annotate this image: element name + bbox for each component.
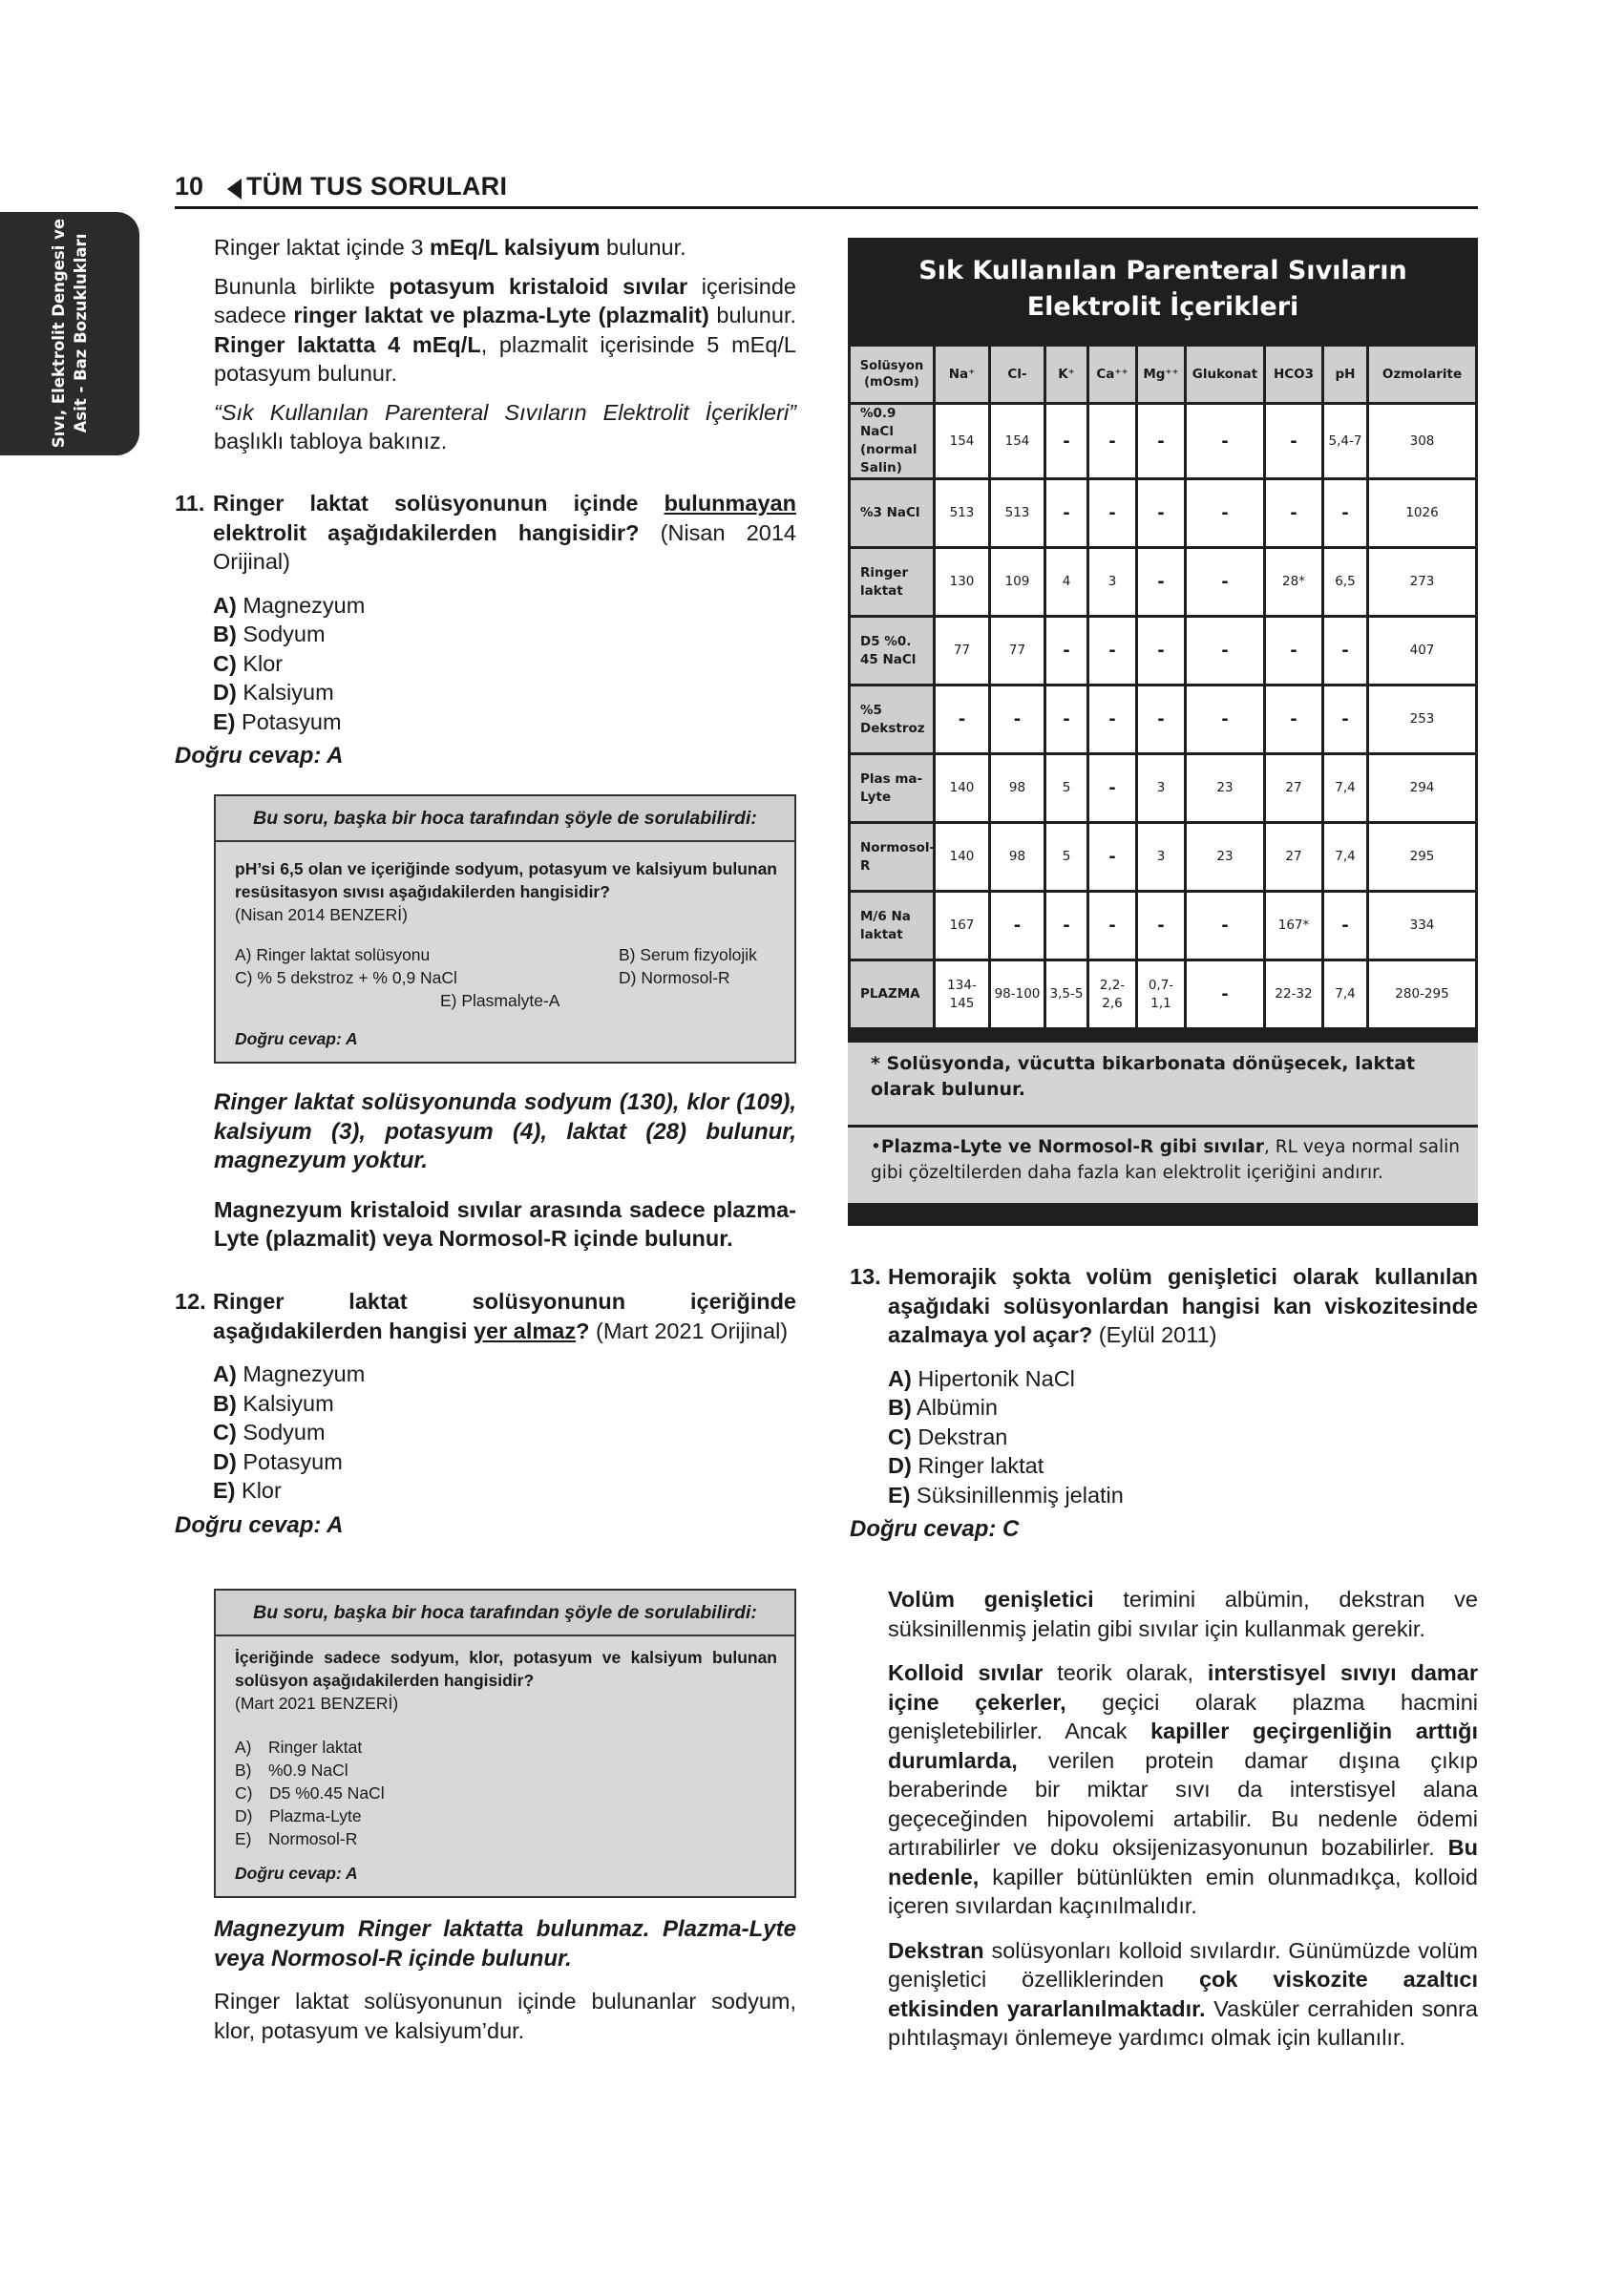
table-cell: - [1324, 893, 1366, 959]
table-cell: 134-145 [936, 961, 988, 1027]
explanation-11: Ringer laktat solüsyonunda sodyum (130), klor (109), kalsiyum (3), potasyum (4), laktat (28) bulunur, magnezyum yoktur. Magnezyum kristaloid sıvılar arasında sadece plazma-Lyte (plazmalit) veya Normosol-R içinde bulunur. [214, 1089, 796, 1251]
table-cell: 3,5-5 [1046, 961, 1086, 1027]
options-12 [213, 1360, 796, 1506]
table-cell: 77 [991, 618, 1044, 684]
table-cell: 98-100 [991, 961, 1044, 1027]
table-cell: - [1138, 686, 1184, 752]
option[interactable]: A) Hipertonik NaCl [888, 1365, 1075, 1391]
table-row [851, 686, 1475, 752]
table-cell: 27 [1266, 755, 1321, 821]
table-cell: 98 [991, 824, 1044, 890]
column-header: Mg⁺⁺ [1138, 347, 1184, 402]
column-header: Glukonat [1187, 347, 1263, 402]
table-cell: 7,4 [1324, 961, 1366, 1027]
table-row [851, 961, 1475, 1027]
book-title: TÜM TUS SORULARI [246, 172, 508, 200]
header-rule [175, 206, 1478, 209]
table-cell: 22-32 [1266, 961, 1321, 1027]
table-cell: 167* [1266, 893, 1321, 959]
chapter-side-tab-text: Sıvı, Elektrolit Dengesi ve Asit - Baz Bozuklukları [50, 218, 90, 449]
table-cell: 3 [1138, 755, 1184, 821]
options-11 [213, 591, 796, 737]
chapter-side-tab [0, 212, 139, 455]
page-number: 10 [175, 172, 204, 200]
table-cell: 308 [1369, 405, 1475, 477]
option[interactable]: B) Kalsiyum [213, 1390, 334, 1416]
table-cell: - [1266, 618, 1321, 684]
table-cell: 109 [991, 549, 1044, 615]
solution-name-cell: %0.9 NaCl (normal Salin) [851, 405, 933, 477]
table-cell: 23 [1187, 755, 1263, 821]
electrolyte-table [848, 344, 1478, 1030]
table-cell: 295 [1369, 824, 1475, 890]
explanation-13: Volüm genişletici terimini albümin, dekstran ve süksinillenmiş jelatin gibi sıvılar için kullanmak gerekir. Kolloid sıvılar teorik olarak, interstisyel sıvıyı damar içine çekerler, geçici olarak plazma hacmini genişletebilirler. Ancak kapiller geçirgenliğin arttığı durumlarda, verilen protein damar dışına çıkıp beraberinde bir miktar sıvı da interstisyel alana geçeceğinden hipovolemi artabilir. Bu nedenle ödemi artırabilirler ve doku oksijenizasyonunun bozabilirler. Bu nedenle, kapiller bütünlükten emin olunmadıkça, kolloid içeren sıvılardan kaçınılmalıdır. Dekstran solüsyonları kolloid sıvılardır. Günümüzde volüm genişletici özelliklerinden çok viskozite azaltıcı etkisinden yararlanılmaktadır. Vasküler cerrahiden sonra pıhtılaşmayı önlemeye yardımcı olmak için kullanılır. [888, 1587, 1479, 2050]
table-cell: - [1089, 480, 1135, 546]
left-triangle-icon [227, 179, 242, 200]
question-12: 12. Ringer laktat solüsyonunun içeriğinde aşağıdakilerden hangisi yer almaz? (Mart 2021 Orijinal) A) Magnezyum B) Kalsiyum C) Sodyum D) Potasyum E) Klor Doğru cevap: A [175, 1287, 796, 1540]
solution-name-cell: D5 %0. 45 NaCl [851, 618, 933, 684]
solution-name-cell: Normosol-R [851, 824, 933, 890]
table-cell: - [1138, 480, 1184, 546]
table-cell: - [991, 893, 1044, 959]
option[interactable]: D) Kalsiyum [213, 680, 334, 705]
table-note: •Plazma-Lyte ve Normosol-R gibi sıvılar, RL veya normal salin gibi çözeltilerden daha fazla kan elektrolit içeriğini andırır. [871, 1137, 1461, 1183]
question-13: 13. Hemorajik şokta volüm genişletici olarak kullanılan aşağıdaki solüsyonlardan hangisi kan viskozitesinde azalmaya yol açar? (Eylül 2011) A) Hipertonik NaCl B) Albümin C) Dekstran D) Ringer laktat E) Süksinillenmiş jelatin Doğru cevap: C [850, 1262, 1478, 1545]
column-header: Na⁺ [936, 347, 988, 402]
table-cell: - [1089, 755, 1135, 821]
explanation-12: Magnezyum Ringer laktatta bulunmaz. Plazma-Lyte veya Normosol-R içinde bulunur. Ringer laktat solüsyonunun içinde bulunanlar sodyum, klor, potasyum ve kalsiyum’dur. [214, 1916, 796, 2043]
table-cell: 3 [1138, 824, 1184, 890]
table-cell: 98 [991, 755, 1044, 821]
solution-name-cell: PLAZMA [851, 961, 933, 1027]
table-cell: - [1138, 405, 1184, 477]
table-cell: 4 [1046, 549, 1086, 615]
option[interactable]: D) Potasyum [213, 1448, 343, 1474]
table-cell: 280-295 [1369, 961, 1475, 1027]
table-row [851, 480, 1475, 546]
table-cell: - [1089, 405, 1135, 477]
table-cell: 513 [936, 480, 988, 546]
solution-name-cell: Plas ma-Lyte [851, 755, 933, 821]
table-cell: 5 [1046, 824, 1086, 890]
table-cell: 2,2-2,6 [1089, 961, 1135, 1027]
table-cell: 27 [1266, 824, 1321, 890]
option[interactable]: C) Klor [213, 650, 284, 676]
table-title: Sık Kullanılan Parenteral Sıvıların Elektrolit İçerikleri [918, 256, 1407, 322]
intro-text: Ringer laktat içinde 3 mEq/L kalsiyum bulunur. Bununla birlikte potasyum kristaloid sıvılar içerisinde sadece ringer laktat ve plazma-Lyte (plazmalit) bulunur. Ringer laktatta 4 mEq/L, plazmalit içerisinde 5 mEq/L potasyum bulunur. “Sık Kullanılan Parenteral Sıvıların Elektrolit İçerikleri” başlıklı tabloya bakınız. [214, 235, 797, 453]
table-header-row [851, 347, 1475, 402]
table-cell: - [1187, 618, 1263, 684]
column-header: Solüsyon (mOsm) [851, 347, 933, 402]
table-cell: - [1046, 893, 1086, 959]
alternative-question-box: Bu soru, başka bir hoca tarafından şöyle de sorulabilirdi: İçeriğinde sadece sodyum, klor, potasyum ve kalsiyum bulunan solüsyon aşağıdakilerden hangisidir? (Mart 2021 BENZERİ) A) Ringer laktat B) %0.9 NaCl C) D5 %0.45 NaCl D) Plazma-Lyte E) Normosol-R Doğru cevap: A [214, 1589, 796, 1898]
option[interactable]: E) Klor [213, 1478, 282, 1503]
table-cell: - [936, 686, 988, 752]
table-cell: 294 [1369, 755, 1475, 821]
solution-name-cell: M/6 Na laktat [851, 893, 933, 959]
column-header: pH [1324, 347, 1366, 402]
table-cell: 5,4-7 [1324, 405, 1366, 477]
column-header: Ozmolarite [1369, 347, 1475, 402]
table-row [851, 618, 1475, 684]
options-13 [888, 1364, 1478, 1510]
table-cell: - [1138, 893, 1184, 959]
table-cell: - [1046, 405, 1086, 477]
table-cell: 7,4 [1324, 755, 1366, 821]
alt-box-header: Bu soru, başka bir hoca tarafından şöyle de sorulabilirdi: [216, 796, 794, 842]
table-cell: - [1324, 480, 1366, 546]
option[interactable]: C) Dekstran [888, 1424, 1008, 1449]
table-cell: 407 [1369, 618, 1475, 684]
table-cell: - [1187, 549, 1263, 615]
table-cell: - [1046, 686, 1086, 752]
table-cell: 28* [1266, 549, 1321, 615]
table-cell: - [1138, 618, 1184, 684]
table-cell: 140 [936, 755, 988, 821]
table-cell: 253 [1369, 686, 1475, 752]
table-cell: - [1046, 618, 1086, 684]
table-cell: 513 [991, 480, 1044, 546]
table-notes-divider [848, 1125, 1478, 1128]
column-header: Ca⁺⁺ [1089, 347, 1135, 402]
bullet-icon: • [871, 1137, 881, 1157]
table-cell: - [1046, 480, 1086, 546]
table-cell: - [1266, 686, 1321, 752]
table-cell: 3 [1089, 549, 1135, 615]
table-cell: - [1266, 405, 1321, 477]
table-cell: 6,5 [1324, 549, 1366, 615]
column-header: HCO3 [1266, 347, 1321, 402]
table-cell: 23 [1187, 824, 1263, 890]
table-row [851, 405, 1475, 477]
answer-12: Doğru cevap: A [175, 1511, 344, 1538]
option[interactable]: B) Sodyum [213, 622, 326, 646]
option[interactable]: A) Magnezyum [213, 1361, 366, 1386]
table-cell: - [1187, 961, 1263, 1027]
option[interactable]: E) Potasyum [213, 708, 342, 734]
answer-13: Doğru cevap: C [850, 1516, 1020, 1542]
answer-11: Doğru cevap: A [175, 743, 344, 769]
table-cell: 130 [936, 549, 988, 615]
solution-name-cell: %5 Dekstroz [851, 686, 933, 752]
table-cell: 5 [1046, 755, 1086, 821]
table-cell: - [1187, 893, 1263, 959]
table-cell: - [1089, 893, 1135, 959]
table-bottom-bar [848, 1203, 1478, 1226]
table-cell: 140 [936, 824, 988, 890]
table-cell: - [1089, 686, 1135, 752]
table-cell: - [1089, 824, 1135, 890]
option[interactable]: B) Albümin [888, 1395, 998, 1420]
column-header: K⁺ [1046, 347, 1086, 402]
table-cell: 7,4 [1324, 824, 1366, 890]
table-row [851, 893, 1475, 959]
option[interactable]: C) Sodyum [213, 1420, 326, 1445]
table-row [851, 755, 1475, 821]
option[interactable]: A) Magnezyum [213, 592, 366, 618]
table-row [851, 549, 1475, 615]
table-cell: - [1138, 549, 1184, 615]
page-header [175, 170, 1478, 208]
table-cell: 273 [1369, 549, 1475, 615]
table-footnote: * Solüsyonda, vücutta bikarbonata dönüşecek, laktat olarak bulunur. [871, 1053, 1416, 1100]
table-cell: - [1187, 405, 1263, 477]
option[interactable]: D) Ringer laktat [888, 1453, 1044, 1478]
table-cell: - [1324, 686, 1366, 752]
table-cell: 154 [936, 405, 988, 477]
table-row [851, 824, 1475, 890]
table-cell: 77 [936, 618, 988, 684]
table-cell: - [1187, 686, 1263, 752]
table-cell: - [991, 686, 1044, 752]
table-cell: - [1266, 480, 1321, 546]
table-cell: 167 [936, 893, 988, 959]
alt-box-header: Bu soru, başka bir hoca tarafından şöyle de sorulabilirdi: [216, 1591, 794, 1636]
table-cell: 1026 [1369, 480, 1475, 546]
option[interactable]: E) Süksinillenmiş jelatin [888, 1482, 1124, 1508]
table-cell: 154 [991, 405, 1044, 477]
table-cell: - [1324, 618, 1366, 684]
solution-name-cell: %3 NaCl [851, 480, 933, 546]
table-cell: 334 [1369, 893, 1475, 959]
table-cell: - [1089, 618, 1135, 684]
column-header: Cl- [991, 347, 1044, 402]
question-11: 11. Ringer laktat solüsyonunun içinde bulunmayan elektrolit aşağıdakilerden hangisidir? (Nisan 2014 Orijinal) A) Magnezyum B) Sodyum C) Klor D) Kalsiyum E) Potasyum Doğru cevap: A [175, 489, 796, 771]
table-cell: 0,7-1,1 [1138, 961, 1184, 1027]
solution-name-cell: Ringer laktat [851, 549, 933, 615]
alternative-question-box: Bu soru, başka bir hoca tarafından şöyle de sorulabilirdi: pH’si 6,5 olan ve içeriğinde sodyum, potasyum ve kalsiyum bulunan resüsitasyon sıvısı aşağıdakilerden hangisidir? (Nisan 2014 BENZERİ) A) Ringer laktat solüsyonu B) Serum fizyolojik C) % 5 dekstroz + % 0,9 NaCl D) Normosol-R E) Plasmalyte-A Doğru cevap: A [214, 794, 796, 1064]
table-cell: - [1187, 480, 1263, 546]
